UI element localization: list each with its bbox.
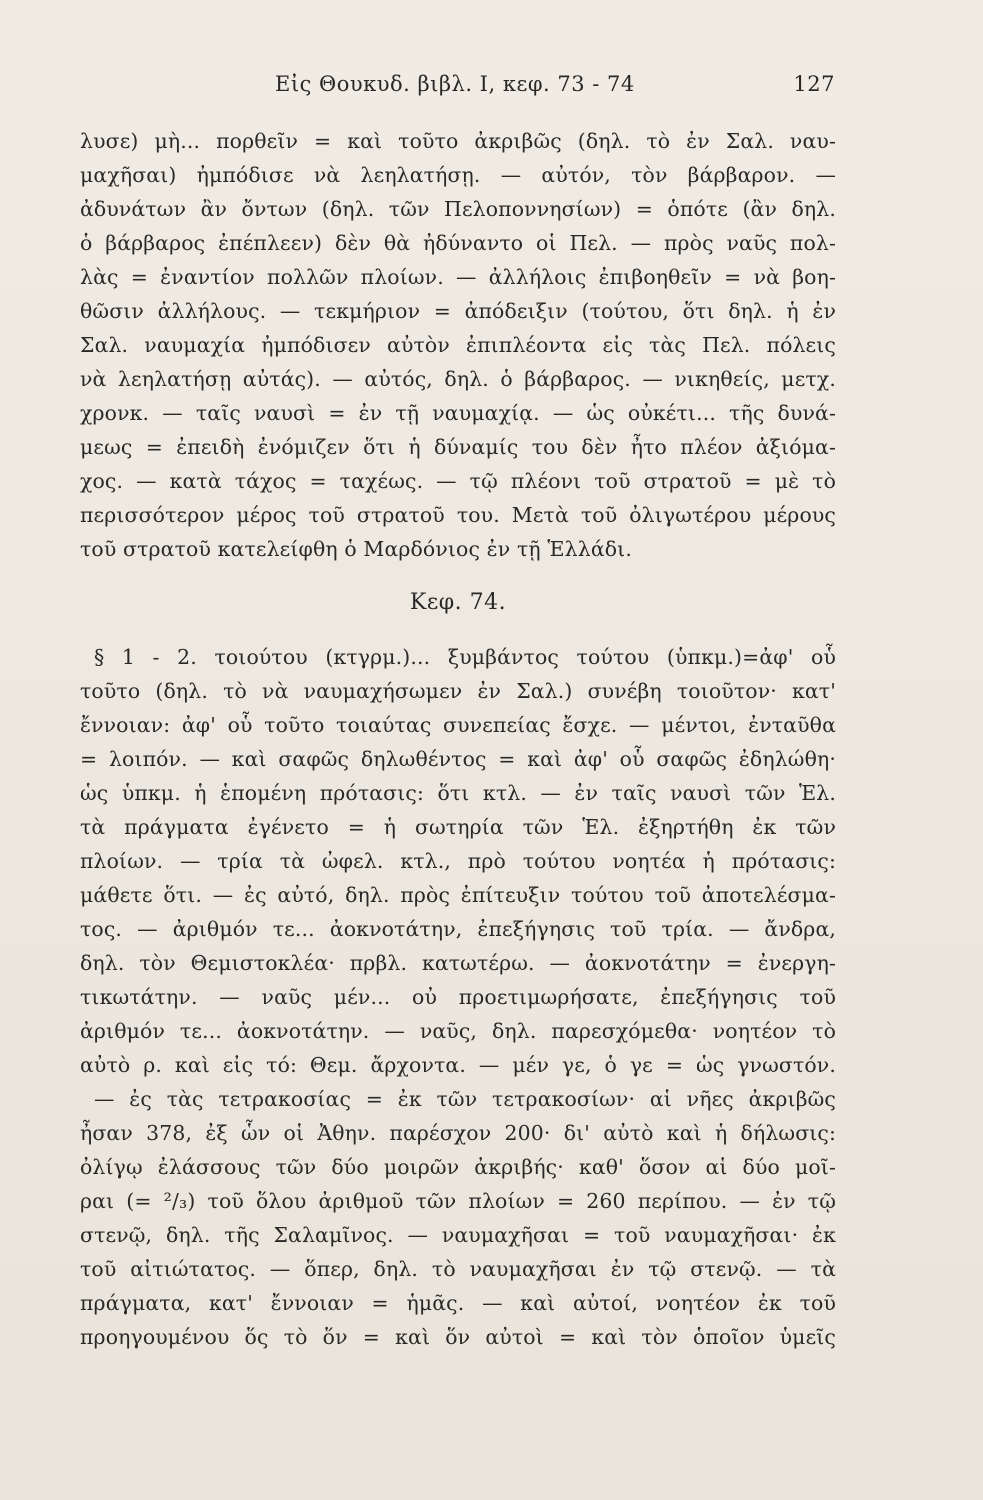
text-line: ἦσαν 378, ἐξ ὧν οἱ Ἀθην. παρέσχον 200· δι' αὐτὸ καὶ ἡ δήλωσις: [80, 1121, 836, 1145]
text-line: αὐτὸ ρ. καὶ εἰς τό: Θεμ. ἄρχοντα. — μέν γε, ὁ γε = ὡς γνωστόν. [80, 1053, 836, 1077]
page-number: 127 [793, 72, 835, 96]
text-line: μάθετε ὅτι. — ἐς αὐτό, δηλ. πρὸς ἐπίτευξιν τούτου τοῦ ἀποτελέσμα- [80, 883, 836, 907]
text-line: μαχῆσαι) ἠμπόδισε νὰ λεηλατήσῃ. — αὐτόν, τὸν βάρβαρον. — [80, 163, 836, 187]
text-line: § 1 - 2. τοιούτου (κτγρμ.)... ξυμβάντος τούτου (ὑπκμ.)=ἀφ' οὗ [94, 645, 836, 669]
text-line: τος. — ἀριθμόν τε... ἀοκνοτάτην, ἐπεξήγησις τοῦ τρία. — ἄνδρα, [80, 917, 836, 941]
section-73 [80, 124, 836, 566]
text-line: ὡς ὑπκμ. ἡ ἑπομένη πρότασις: ὅτι κτλ. — ἐν ταῖς ναυσὶ τῶν Ἑλ. [80, 781, 836, 805]
running-title: Εἰς Θουκυδ. βιβλ. Ι, κεφ. 73 - 74 [275, 72, 635, 96]
text-line: ὁ βάρβαρος ἐπέπλεεν) δὲν θὰ ἠδύναντο οἱ Πελ. — πρὸς ναῦς πολ- [80, 231, 836, 255]
commentary-text [80, 124, 836, 1354]
text-line: τικωτάτην. — ναῦς μέν... οὐ προετιμωρήσατε, ἐπεξήγησις τοῦ [80, 985, 836, 1009]
text-line: πράγματα, κατ' ἔννοιαν = ἡμᾶς. — καὶ αὐτοί, νοητέον ἐκ τοῦ [80, 1291, 836, 1315]
text-line: τοῦ αἰτιώτατος. — ὅπερ, δηλ. τὸ ναυμαχῆσαι ἐν τῷ στενῷ. — τὰ [80, 1257, 836, 1281]
text-line: χος. — κατὰ τάχος = ταχέως. — τῷ πλέονι τοῦ στρατοῦ = μὲ τὸ [80, 469, 836, 493]
text-line: μεως = ἐπειδὴ ἐνόμιζεν ὅτι ἡ δύναμίς του δὲν ἦτο πλέον ἀξιόμα- [80, 435, 836, 459]
text-line: ἀδυνάτων ἂν ὄντων (δηλ. τῶν Πελοποννησίων) = ὁπότε (ἂν δηλ. [80, 197, 836, 221]
page-header [80, 72, 835, 108]
text-line: προηγουμένου ὅς τὸ ὅν = καὶ ὅν αὐτοὶ = καὶ τὸν ὁποῖον ὑμεῖς [80, 1325, 836, 1349]
text-line: τοῦ στρατοῦ κατελείφθη ὁ Μαρδόνιος ἐν τῇ Ἑλλάδι. [80, 537, 632, 561]
text-line: ἔννοιαν: ἀφ' οὗ τοῦτο τοιαύτας συνεπείας ἔσχε. — μέντοι, ἐνταῦθα [80, 713, 836, 737]
text-line: λυσε) μὴ... πορθεῖν = καὶ τοῦτο ἀκριβῶς (δηλ. τὸ ἐν Σαλ. ναυ- [80, 129, 836, 153]
text-line: ἀριθμόν τε... ἀοκνοτάτην. — ναῦς, δηλ. παρεσχόμεθα· νοητέον τὸ [80, 1019, 836, 1043]
text-line: πλοίων. — τρία τὰ ὠφελ. κτλ., πρὸ τούτου νοητέα ἡ πρότασις: [80, 849, 836, 873]
section-74 [80, 640, 836, 1354]
text-line: Σαλ. ναυμαχία ἠμπόδισεν αὐτὸν ἐπιπλέοντα εἰς τὰς Πελ. πόλεις [80, 333, 836, 357]
chapter-heading: Κεφ. 74. [409, 590, 507, 615]
text-line: — ἐς τὰς τετρακοσίας = ἐκ τῶν τετρακοσίων· αἱ νῆες ἀκριβῶς [94, 1087, 836, 1111]
text-line: περισσότερον μέρος τοῦ στρατοῦ του. Μετὰ τοῦ ὀλιγωτέρου μέρους [80, 503, 836, 527]
text-line: στενῷ, δηλ. τῆς Σαλαμῖνος. — ναυμαχῆσαι = τοῦ ναυμαχῆσαι· ἐκ [80, 1223, 836, 1247]
text-line: χρονκ. — ταῖς ναυσὶ = ἐν τῇ ναυμαχίᾳ. — ὡς οὐκέτι... τῆς δυνά- [80, 401, 836, 425]
text-line: τοῦτο (δηλ. τὸ νὰ ναυμαχήσωμεν ἐν Σαλ.) συνέβη τοιοῦτον· κατ' [80, 679, 836, 703]
text-line: θῶσιν ἀλλήλους. — τεκμήριον = ἀπόδειξιν (τούτου, ὅτι δηλ. ἡ ἐν [80, 299, 836, 323]
text-line: τὰ πράγματα ἐγένετο = ἡ σωτηρία τῶν Ἑλ. ἐξηρτήθη ἐκ τῶν [80, 815, 836, 839]
text-line: = λοιπόν. — καὶ σαφῶς δηλωθέντος = καὶ ἀφ' οὗ σαφῶς ἐδηλώθη· [80, 747, 836, 771]
text-line: δηλ. τὸν Θεμιστοκλέα· πρβλ. κατωτέρω. — ἀοκνοτάτην = ἐνεργη- [80, 951, 836, 975]
text-line: ὀλίγῳ ἐλάσσους τῶν δύο μοιρῶν ἀκριβής· καθ' ὅσον αἱ δύο μοῖ- [80, 1155, 836, 1179]
text-line: ραι (= ²/₃) τοῦ ὅλου ἀριθμοῦ τῶν πλοίων = 260 περίπου. — ἐν τῷ [80, 1189, 836, 1213]
text-line: νὰ λεηλατήσῃ αὐτάς). — αὐτός, δηλ. ὁ βάρβαρος. — νικηθείς, μετχ. [80, 367, 836, 391]
text-line: λὰς = ἐναντίον πολλῶν πλοίων. — ἀλλήλοις ἐπιβοηθεῖν = νὰ βοη- [80, 265, 836, 289]
